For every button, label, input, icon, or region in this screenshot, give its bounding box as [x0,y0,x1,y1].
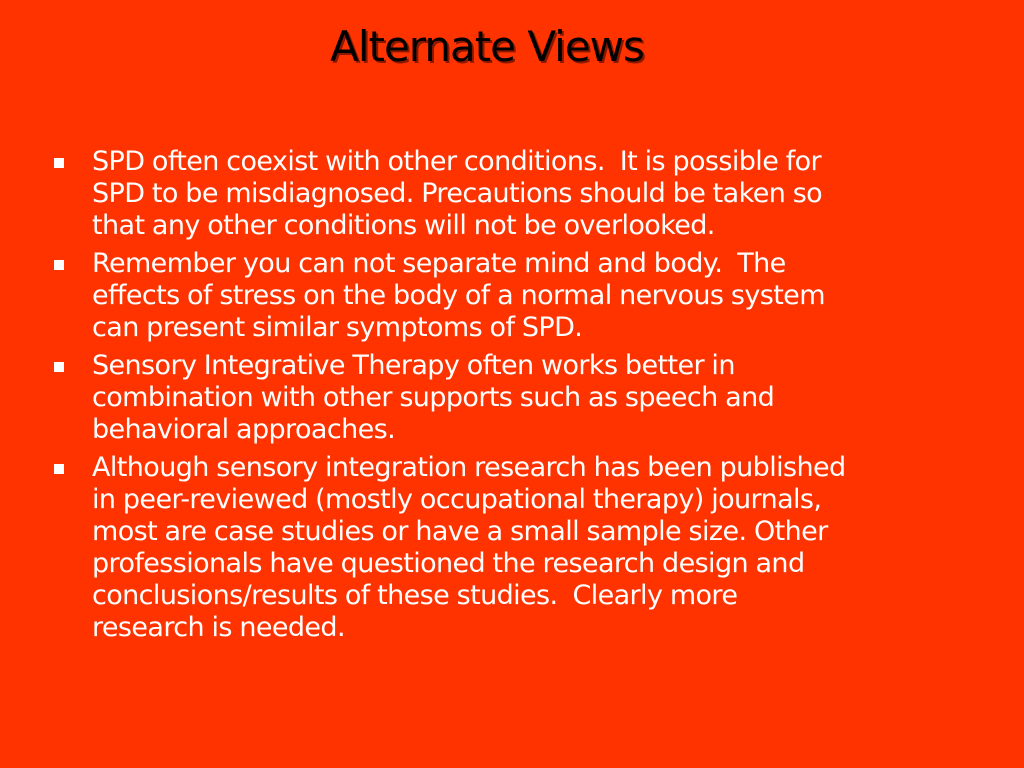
bullet-line: combination with other supports such as speech and [92,382,775,413]
bullet-list [54,146,984,650]
square-bullet-icon [54,464,64,474]
bullet-item [54,146,984,242]
bullet-item [54,248,984,344]
bullet-line: professionals have questioned the research design and [92,548,805,579]
bullet-line: in peer-reviewed (mostly occupational therapy) journals, [92,484,822,515]
square-bullet-icon [54,158,64,168]
square-bullet-icon [54,260,64,270]
bullet-line: research is needed. [92,612,345,643]
bullet-line: Sensory Integrative Therapy often works better in [92,350,735,381]
bullet-line: SPD often coexist with other conditions. It is possible for [92,146,822,177]
bullet-line: most are case studies or have a small sample size. Other [92,516,828,547]
bullet-item [54,350,984,446]
bullet-line: can present similar symptoms of SPD. [92,312,583,343]
slide-title: Alternate Views [330,22,644,71]
bullet-line: behavioral approaches. [92,414,396,445]
bullet-line: Although sensory integration research has been published [92,452,846,483]
bullet-item [54,452,984,644]
bullet-line: conclusions/results of these studies. Clearly more [92,580,738,611]
bullet-line: that any other conditions will not be overlooked. [92,210,715,241]
bullet-line: effects of stress on the body of a normal nervous system [92,280,825,311]
square-bullet-icon [54,362,64,372]
bullet-line: SPD to be misdiagnosed. Precautions should be taken so [92,178,823,209]
bullet-line: Remember you can not separate mind and body. The [92,248,786,279]
